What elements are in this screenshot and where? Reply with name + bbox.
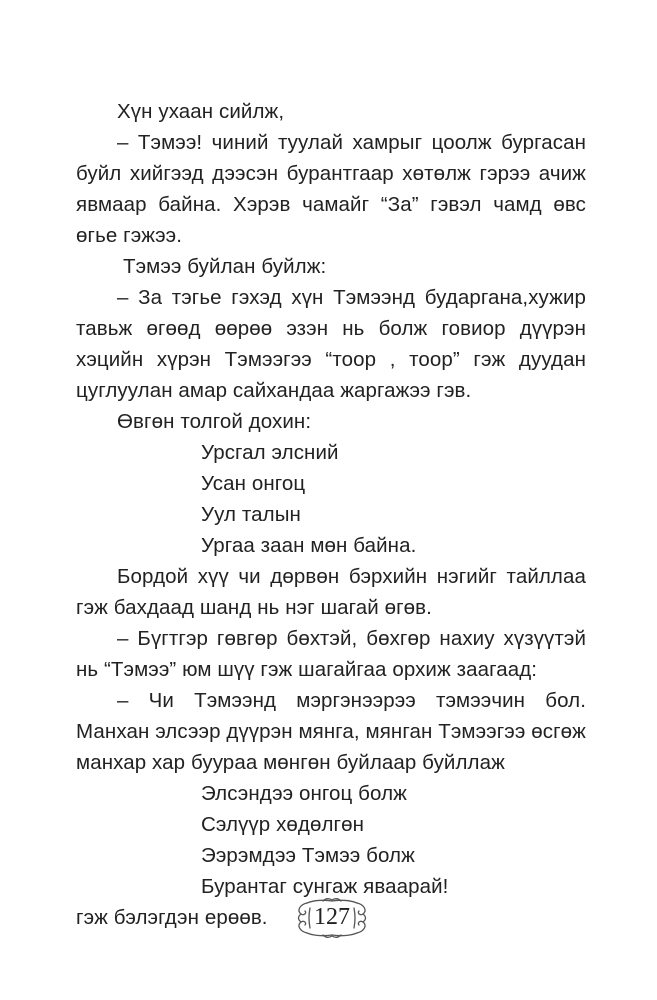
paragraph-camel-description: – Бүгтгэр гөвгөр бөхтэй, бөхгөр нахиу хүзүүтэй нь “Тэмээ” юм шүү гэж шагайгаа орхиж заагаад: <box>76 627 586 681</box>
poem-line: Усан онгоц <box>201 472 306 495</box>
poem-line: Сэлүүр хөдөлгөн <box>201 813 365 836</box>
page-number-badge <box>293 897 371 939</box>
paragraph-human-speech: – Тэмээ! чиний туулай хамрыг цоолж бургасан буйл хийгээд дээсэн бурантгаар хөтөлж гэрээ ачиж явмаар байна. Хэрэв чамайг “За” гэвэл чамд өвс өгье гэжээ. <box>76 131 586 247</box>
page-number: 127 <box>314 904 350 930</box>
paragraph-bordoi: Бордой хүү чи дөрвөн бэрхийн нэгийг тайллаа гэж бахдаад шанд нь нэг шагай өгөв. <box>76 565 586 619</box>
poem-verse-2 <box>76 778 586 902</box>
page-body <box>76 96 586 933</box>
paragraph-old-man: Өвгөн толгой дохин: <box>117 410 312 433</box>
paragraph-closing: гэж бэлэгдэн ерөөв. <box>76 906 268 929</box>
paragraph-intro: Хүн ухаан сийлж, <box>117 100 285 123</box>
poem-line: Уул талын <box>201 503 301 526</box>
poem-line: Ээрэмдээ Тэмээ болж <box>201 844 415 867</box>
poem-line: Бурантаг сунгаж яваарай! <box>201 875 449 898</box>
poem-verse-1 <box>76 437 586 561</box>
poem-line: Элсэндээ онгоц болж <box>201 782 407 805</box>
paragraph-blessing: – Чи Тэмээнд мэргэнээрээ тэмээчин бол. Манхан элсээр дүүрэн мянга, мянган Тэмээгээ өсгөж манхар хар буураа мөнгөн буйлаар буйллаж <box>76 689 586 774</box>
paragraph-camel-reply-intro: Тэмээ буйлан буйлж: <box>123 255 327 278</box>
paragraph-camel-reply: – За тэгье гэхэд хүн Тэмээнд бударгана,хужир тавьж өгөөд өөрөө эзэн нь болж говиор дүүрэн хэцийн хүрэн Тэмээгээ “тоор , тоор” гэж дуудан цуглуулан амар сайхандаа жаргажээ гэв. <box>76 286 586 402</box>
poem-line: Ургаа заан мөн байна. <box>201 534 417 557</box>
poem-line: Урсгал элсний <box>201 441 339 464</box>
